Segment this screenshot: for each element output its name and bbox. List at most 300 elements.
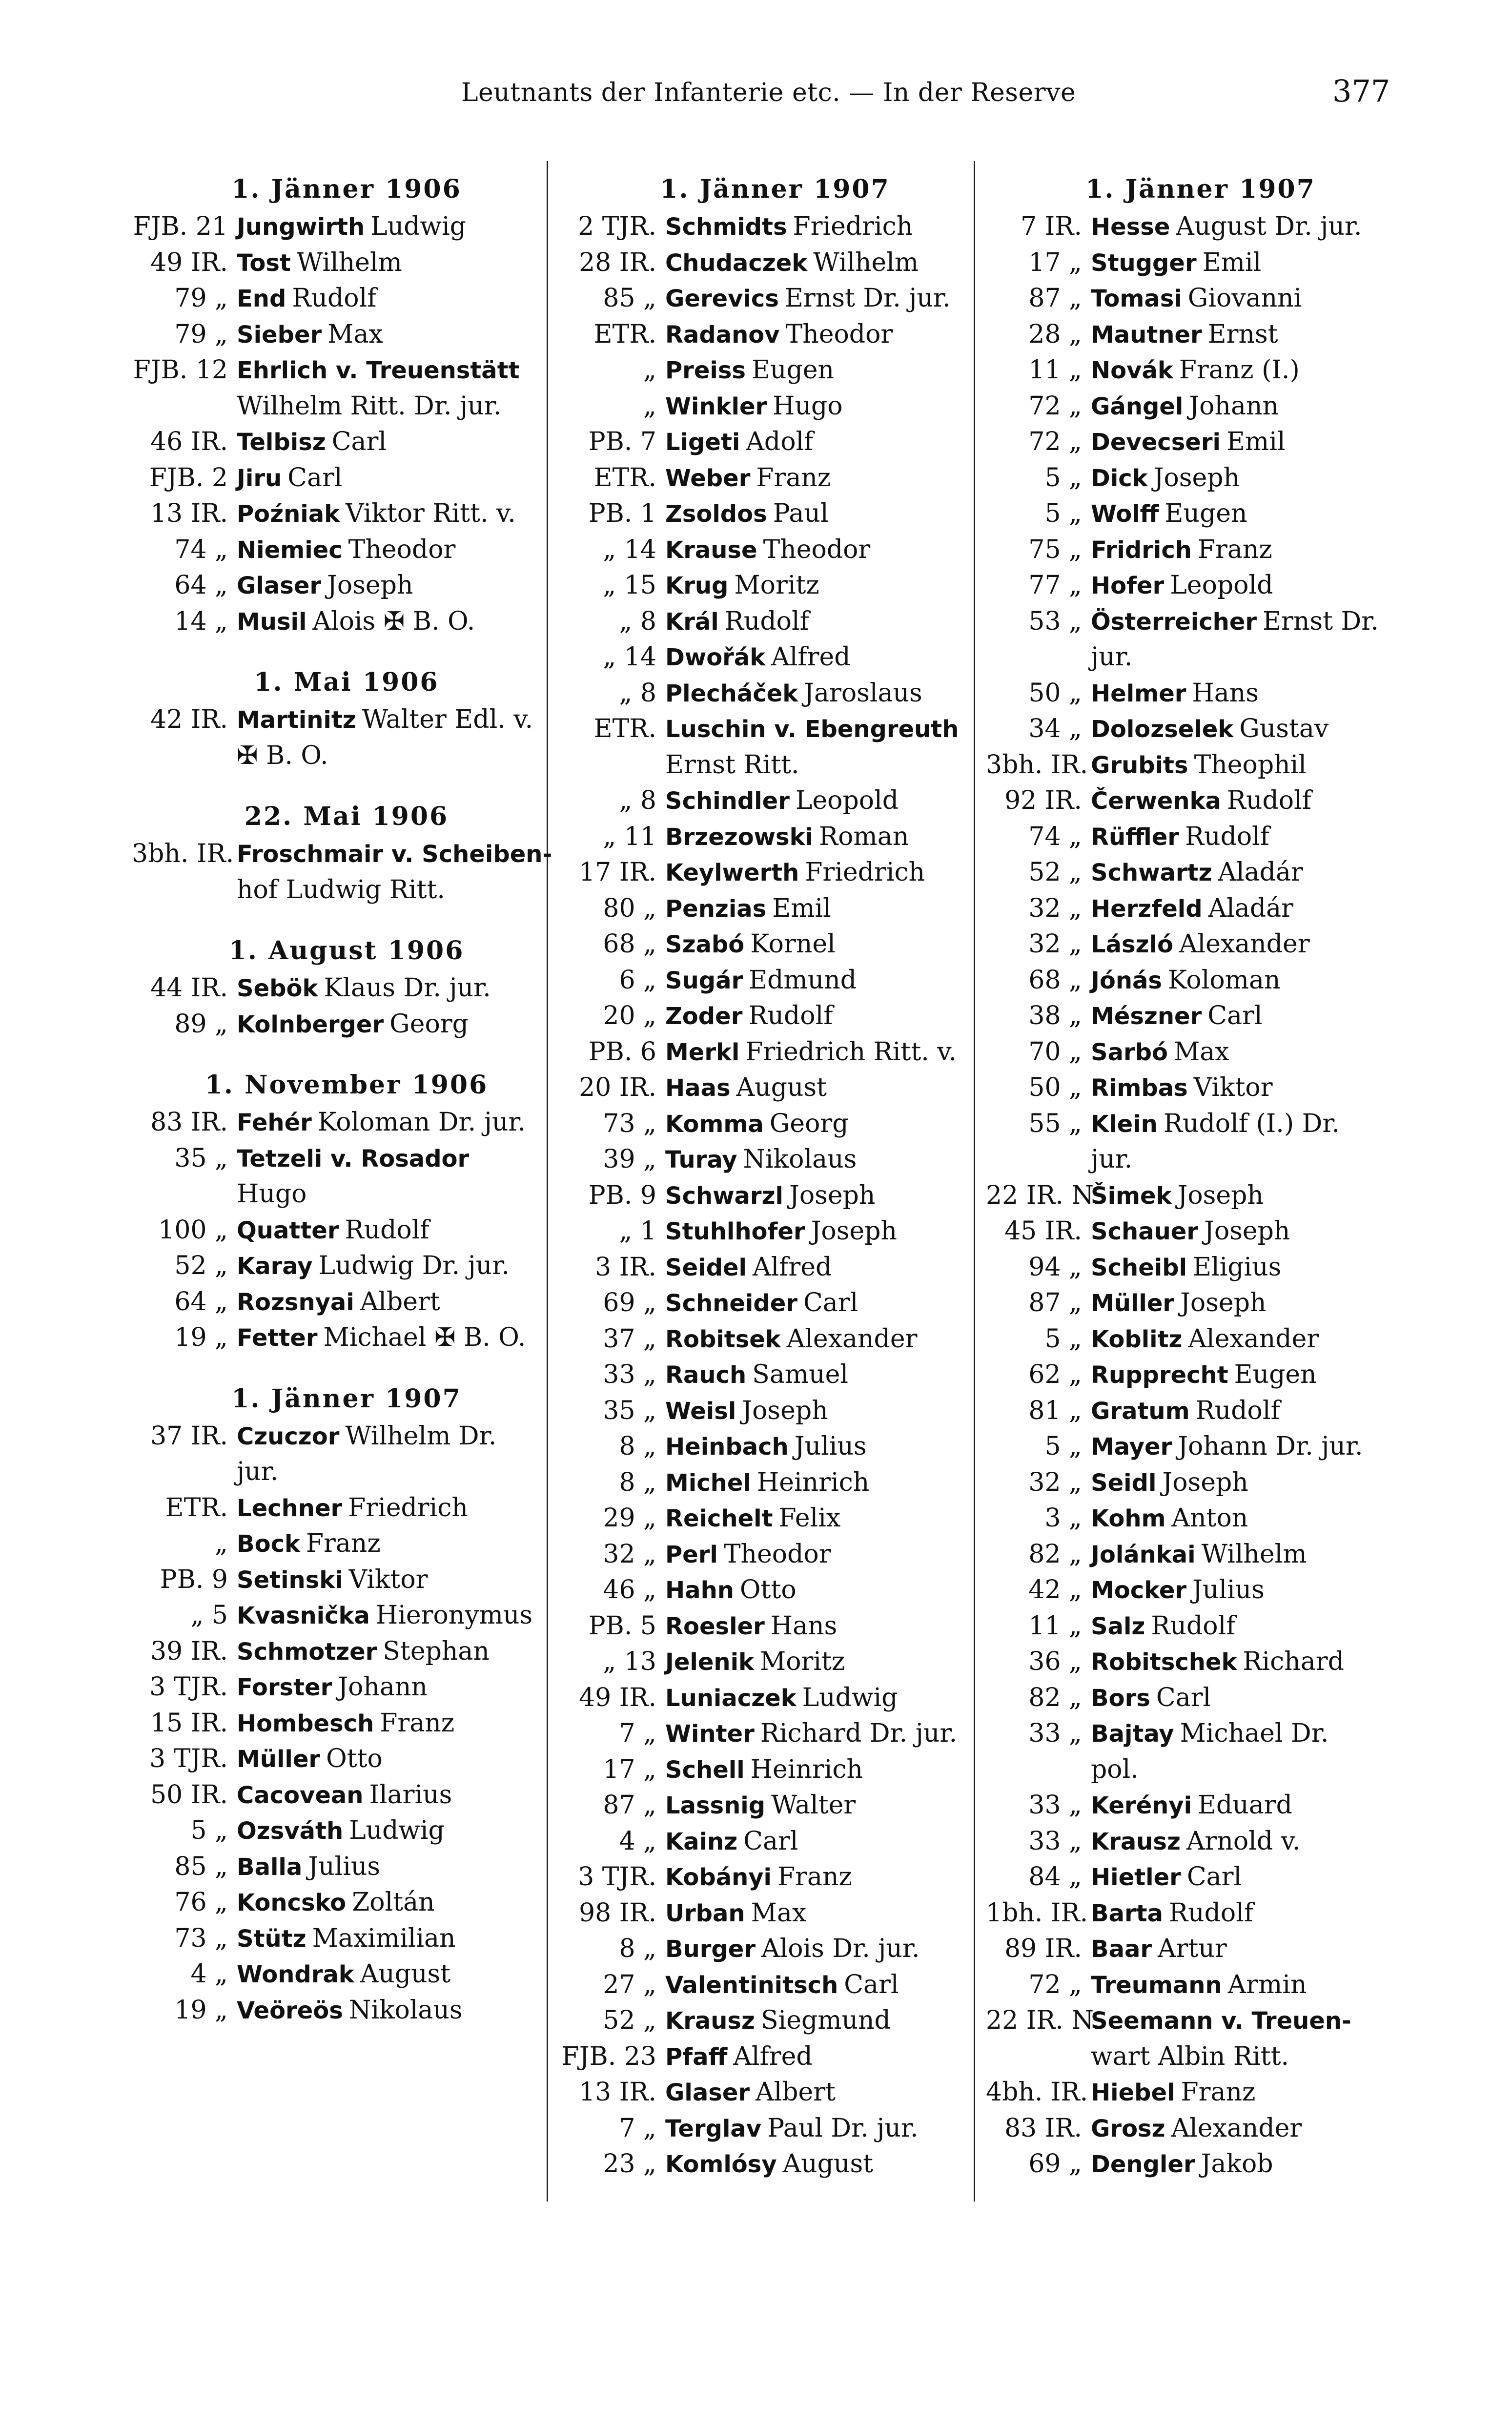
officer-entry (132, 1634, 561, 1670)
officer-given-names: Ludwig (349, 1816, 445, 1845)
unit-designation: 45 IR. (1004, 1216, 1082, 1246)
officer-given-names: Alexander (1188, 1324, 1319, 1354)
officer-given-names: Friedrich Ritt. v. (745, 1037, 957, 1067)
officer-given-names: Emil (1202, 247, 1262, 277)
officer-surname: Veöreös (237, 1997, 343, 2024)
officer-entry (986, 1788, 1415, 1824)
officer-given-names: Carl (1156, 1683, 1211, 1712)
officer-surname: Jungwirth (237, 213, 365, 241)
officer-given-names: Rudolf (I.) Dr. (1163, 1109, 1340, 1138)
officer-surname: Tomasi (1091, 285, 1182, 312)
officer-surname: Rozsnyai (237, 1288, 354, 1316)
unit-designation: „ (215, 1529, 228, 1558)
officer-entry (986, 568, 1415, 604)
officer-entry (132, 424, 561, 460)
officer-surname: Dolozselek (1091, 716, 1234, 743)
officer-given-names: Joseph (789, 1180, 876, 1210)
officer-given-names: Ernst Dr. jur. (784, 284, 951, 313)
officer-surname: Tetzeli v. Rosador (237, 1145, 470, 1173)
officer-given-names: Joseph (1180, 1288, 1267, 1318)
officer-entry (132, 1777, 561, 1813)
officer-surname: Sarbó (1091, 1038, 1168, 1066)
officer-entry (132, 496, 561, 532)
officer-given-names: Theodor (785, 319, 893, 349)
officer-given-names: Rudolf (748, 1001, 833, 1030)
officer-entry (560, 1537, 990, 1573)
officer-given-names: Leopold (795, 786, 899, 815)
officer-surname: Merkl (665, 1038, 740, 1066)
officer-surname: Stütz (237, 1925, 306, 1953)
unit-designation: 77 „ (1028, 571, 1082, 600)
officer-surname: Jolánkai (1091, 1541, 1196, 1568)
unit-designation: 73 „ (603, 1109, 656, 1138)
officer-given-names: Theodor (348, 535, 456, 564)
officer-surname: Rauch (665, 1361, 747, 1389)
officer-surname: Forster (237, 1674, 332, 1701)
officer-surname: Sugár (665, 967, 743, 994)
officer-given-names: Georg (389, 1009, 469, 1039)
officer-given-names: Friedrich (793, 212, 913, 241)
unit-designation: 19 „ (174, 1995, 228, 2025)
unit-designation: 72 „ (1028, 391, 1082, 421)
officer-surname: Valentinitsch (665, 1971, 838, 1999)
officer-surname: Grosz (1091, 2115, 1165, 2142)
unit-designation: 23 „ (603, 2149, 656, 2179)
unit-designation: 89 IR. (1004, 1934, 1082, 1963)
unit-designation: 13 IR. (150, 499, 228, 528)
officer-surname: Wondrak (237, 1961, 354, 1988)
officer-given-names: Eugen (1234, 1360, 1317, 1389)
unit-designation: 7 „ (619, 1719, 656, 1748)
officer-given-names: Joseph (1153, 463, 1240, 493)
officer-surname: Jónás (1091, 967, 1162, 994)
section-gap (132, 1042, 561, 1066)
unit-designation: 79 „ (174, 284, 228, 313)
unit-designation: 20 IR. (579, 1073, 656, 1102)
officer-given-names: Alexander (1179, 929, 1310, 959)
officer-entry (132, 460, 561, 496)
officer-given-names: Carl (1186, 1862, 1242, 1892)
officer-surname: Seemann v. Treuen- (1091, 2007, 1351, 2035)
unit-designation: 7 „ (619, 2113, 656, 2143)
unit-designation: 92 IR. (1004, 786, 1082, 815)
officer-given-names: Siegmund (760, 2006, 891, 2035)
unit-designation: „ (643, 355, 656, 385)
unit-designation: PB. 7 (588, 427, 656, 456)
officer-surname: Müller (1091, 1290, 1175, 1317)
officer-entry (560, 317, 990, 353)
officer-surname: Ehrlich v. Treuenstätt (237, 357, 520, 384)
entry-continuation: pol. (1091, 1754, 1139, 1784)
officer-surname: Roesler (665, 1612, 765, 1640)
unit-designation: 5 „ (1044, 463, 1082, 493)
officer-entry (986, 783, 1415, 819)
officer-entry (132, 836, 561, 872)
officer-given-names: Alfred (752, 1252, 832, 1282)
officer-surname: Jelenik (665, 1648, 754, 1676)
officer-given-names: Emil (772, 893, 831, 923)
unit-designation: 15 IR. (150, 1708, 228, 1738)
officer-given-names: Hugo (773, 391, 843, 421)
officer-given-names: Joseph (1177, 1180, 1264, 1210)
officer-surname: Musil (237, 608, 307, 636)
officer-entry (560, 2146, 990, 2183)
officer-given-names: Rudolf (1168, 1898, 1254, 1928)
officer-entry (560, 998, 990, 1034)
officer-given-names: Julius (794, 1432, 867, 1461)
officer-entry (560, 532, 990, 568)
officer-entry (986, 963, 1415, 999)
officer-surname: Gángel (1091, 392, 1184, 420)
officer-given-names: Rudolf (345, 1215, 429, 1245)
unit-designation: 37 „ (603, 1324, 656, 1354)
officer-surname: Rimbas (1091, 1074, 1188, 1102)
officer-entry (132, 532, 561, 568)
officer-given-names: Friedrich (348, 1493, 468, 1523)
officer-given-names: Nikolaus (743, 1145, 857, 1174)
officer-given-names: Max (751, 1898, 807, 1928)
officer-entry (986, 747, 1415, 783)
unit-designation: 42 IR. (150, 705, 228, 734)
officer-surname: Schneider (665, 1290, 797, 1317)
officer-surname: Plecháček (665, 679, 798, 707)
unit-designation: FJB. 23 (561, 2041, 656, 2071)
unit-designation: ETR. (165, 1493, 228, 1523)
officer-entry (986, 1680, 1415, 1716)
officer-surname: Radanov (665, 321, 780, 349)
unit-designation: 32 „ (1028, 929, 1082, 959)
officer-entry (560, 1393, 990, 1429)
officer-entry (560, 389, 990, 425)
officer-entry (560, 1895, 990, 1932)
officer-surname: Keylwerth (665, 859, 799, 886)
officer-entry (560, 1106, 990, 1142)
unit-designation: FJB. 2 (149, 463, 228, 493)
officer-surname: Herzfeld (1091, 895, 1203, 923)
officer-entry (132, 1706, 561, 1742)
officer-entry (560, 424, 990, 460)
unit-designation: 32 „ (1028, 1467, 1082, 1497)
officer-surname: Kvasnička (237, 1602, 370, 1629)
officer-entry (132, 1490, 561, 1526)
officer-entry (560, 1034, 990, 1071)
officer-given-names: Rudolf (1151, 1611, 1236, 1641)
officer-entry (986, 1178, 1415, 1214)
officer-entry (132, 1813, 561, 1849)
promotion-date-heading: 1. November 1906 (204, 1070, 489, 1100)
officer-surname: Mocker (1091, 1577, 1187, 1604)
officer-surname: Ozsváth (237, 1817, 344, 1845)
unit-designation: 69 „ (603, 1288, 656, 1318)
officer-surname: Klein (1091, 1110, 1158, 1138)
officer-entry (560, 1752, 990, 1788)
officer-given-names: Georg (769, 1109, 849, 1138)
officer-given-names: Ludwig Dr. jur. (318, 1251, 510, 1280)
officer-surname: Kainz (665, 1828, 738, 1855)
officer-surname: Luschin v. Ebengreuth (665, 716, 959, 743)
officer-surname: Zoder (665, 1003, 743, 1030)
unit-designation: 64 „ (174, 571, 228, 600)
officer-entry (560, 1859, 990, 1895)
officer-given-names: Heinrich (756, 1467, 870, 1497)
unit-designation: 76 „ (174, 1888, 228, 1917)
unit-designation: 89 „ (174, 1009, 228, 1039)
officer-entry (986, 1321, 1415, 1358)
unit-designation: 37 IR. (150, 1421, 228, 1451)
officer-entry (560, 1142, 990, 1178)
officer-entry (986, 1285, 1415, 1321)
officer-surname: Heinbach (665, 1433, 789, 1461)
unit-designation: 22 IR. N. (986, 2006, 1101, 2035)
unit-designation: 4bh. IR. (986, 2078, 1088, 2107)
officer-given-names: Ilarius (369, 1780, 452, 1810)
unit-designation: 13 IR. (579, 2078, 656, 2107)
promotion-date-heading: 1. Jänner 1906 (231, 174, 462, 204)
officer-entry (986, 496, 1415, 532)
officer-given-names: Carl (803, 1288, 858, 1318)
officer-surname: Penzias (665, 895, 767, 923)
officer-surname: Hofer (1091, 572, 1165, 599)
officer-given-names: Rudolf (1195, 1396, 1280, 1425)
officer-given-names: Albert (360, 1287, 440, 1317)
officer-surname: Krausz (665, 2007, 755, 2035)
officer-entry (986, 1465, 1415, 1501)
officer-entry (560, 2111, 990, 2147)
officer-surname: Dengler (1091, 2151, 1195, 2178)
officer-entry (986, 281, 1415, 317)
officer-given-names: Rudolf (724, 606, 809, 636)
officer-given-names: Eduard (1198, 1791, 1292, 1820)
unit-designation: 11 „ (1028, 355, 1082, 385)
unit-designation: 49 IR. (579, 1683, 656, 1712)
officer-given-names: Gustav (1239, 714, 1329, 743)
officer-given-names: Alfred (771, 642, 851, 672)
unit-designation: 7 IR. (1021, 212, 1082, 241)
officer-surname: Ligeti (665, 429, 740, 456)
officer-entry (560, 281, 990, 317)
officer-given-names: Klaus Dr. jur. (324, 973, 491, 1003)
unit-designation: 85 „ (174, 1852, 228, 1881)
officer-surname: Salz (1091, 1612, 1145, 1640)
officer-surname: Luniaczek (665, 1684, 797, 1712)
officer-surname: Brzezowski (665, 823, 813, 851)
officer-surname: End (237, 285, 286, 312)
unit-designation: 52 „ (603, 2006, 656, 2035)
officer-entry (132, 1526, 561, 1562)
officer-given-names: Viktor Ritt. v. (346, 499, 516, 528)
officer-surname: Gerevics (665, 285, 779, 312)
officer-surname: Krause (665, 536, 757, 564)
officer-entry (560, 1070, 990, 1106)
officer-surname: Barta (1091, 1899, 1163, 1927)
officer-given-names: August Dr. jur. (1176, 212, 1362, 241)
entry-continuation: wart Albin Ritt. (1091, 2041, 1289, 2071)
unit-designation: „ 5 (190, 1601, 228, 1630)
officer-given-names: Friedrich (805, 858, 925, 887)
officer-surname: Treumann (1091, 1971, 1222, 1999)
unit-designation: 50 „ (1028, 1073, 1082, 1102)
officer-entry (986, 1537, 1415, 1573)
entry-continuation: jur. (237, 1457, 279, 1486)
officer-surname: Schmotzer (237, 1638, 377, 1666)
unit-designation: 55 „ (1028, 1109, 1082, 1138)
officer-given-names: Aladár (1208, 893, 1293, 923)
unit-designation: 80 „ (603, 893, 656, 923)
section-gap (132, 908, 561, 931)
officer-given-names: Viktor (348, 1565, 428, 1594)
officer-entry (132, 1248, 561, 1284)
officer-surname: Turay (665, 1146, 737, 1174)
officer-surname: Rupprecht (1091, 1361, 1228, 1389)
unit-designation: ETR. (593, 463, 656, 493)
officer-given-names: Carl (844, 1970, 899, 1999)
unit-designation: 2 TJR. (578, 212, 656, 241)
officer-surname: Rüffler (1091, 823, 1179, 851)
unit-designation: 33 „ (1028, 1719, 1082, 1748)
officer-surname: Quatter (237, 1216, 339, 1244)
officer-entry (986, 2003, 1415, 2039)
unit-designation: 1bh. IR. (986, 1898, 1088, 1928)
officer-entry (132, 281, 561, 317)
officer-entry (132, 1993, 561, 2029)
officer-given-names: Jakob (1201, 2149, 1273, 2179)
unit-designation: 72 „ (1028, 427, 1082, 456)
officer-surname: Lassnig (665, 1792, 766, 1819)
officer-surname: Hiebel (1091, 2079, 1175, 2106)
officer-surname: Tost (237, 249, 291, 277)
unit-designation: 4 „ (190, 1959, 228, 1989)
officer-entry (986, 1824, 1415, 1860)
officer-surname: Mészner (1091, 1003, 1202, 1030)
unit-designation: 50 IR. (150, 1780, 228, 1810)
officer-entry (986, 676, 1415, 712)
unit-designation: 52 „ (174, 1251, 228, 1280)
officer-given-names: Ludwig (370, 212, 466, 241)
officer-surname: Szabó (665, 931, 745, 958)
officer-entry (132, 1598, 561, 1634)
unit-designation: 14 „ (174, 606, 228, 636)
officer-given-names: Eugen (1165, 499, 1247, 528)
officer-entry (132, 317, 561, 353)
unit-designation: 28 IR. (579, 247, 656, 277)
officer-given-names: Carl (331, 427, 387, 456)
unit-designation: 28 „ (1028, 319, 1082, 349)
officer-given-names: Anton (1171, 1503, 1248, 1533)
officer-given-names: Viktor (1193, 1073, 1273, 1102)
officer-given-names: Samuel (752, 1360, 848, 1389)
unit-designation: 33 „ (603, 1360, 656, 1389)
unit-designation: „ 14 (603, 642, 656, 672)
officer-entry (132, 1669, 561, 1706)
unit-designation: FJB. 21 (133, 212, 228, 241)
unit-designation: 82 „ (1028, 1683, 1082, 1712)
officer-entry (986, 711, 1415, 747)
unit-designation: „ 11 (603, 822, 656, 851)
officer-given-names: Michael ✠ B. O. (323, 1323, 526, 1352)
officer-surname: Stugger (1091, 249, 1197, 277)
promotion-date-heading: 1. Jänner 1907 (1085, 174, 1316, 204)
officer-given-names: Heinrich (750, 1754, 863, 1784)
officer-surname: Winkler (665, 392, 767, 420)
officer-given-names: Joseph (1204, 1216, 1290, 1246)
unit-designation: 8 „ (619, 1467, 656, 1497)
column-2 (560, 170, 990, 2183)
unit-designation: „ 1 (619, 1216, 656, 1246)
officer-entry (986, 389, 1415, 425)
officer-entry (986, 927, 1415, 963)
officer-surname: Krausz (1091, 1828, 1181, 1855)
officer-given-names: Aladár (1218, 858, 1303, 887)
officer-surname: Fetter (237, 1324, 318, 1352)
unit-designation: 22 IR. N. (986, 1180, 1101, 1210)
officer-given-names: Richard Dr. jur. (760, 1719, 958, 1748)
unit-designation: 62 „ (1028, 1360, 1082, 1389)
officer-given-names: Felix (778, 1503, 841, 1533)
officer-surname: Perl (665, 1541, 718, 1568)
officer-surname: Hesse (1091, 213, 1170, 241)
officer-entry (132, 1007, 561, 1043)
unit-designation: 3 TJR. (149, 1744, 228, 1773)
officer-entry (986, 317, 1415, 353)
officer-given-names: Walter (771, 1791, 856, 1820)
unit-designation: 35 „ (603, 1396, 656, 1425)
officer-entry (986, 2146, 1415, 2183)
unit-designation: 52 „ (1028, 858, 1082, 887)
officer-given-names: Alois ✠ B. O. (312, 606, 475, 636)
officer-surname: Gratum (1091, 1397, 1190, 1425)
unit-designation: 75 „ (1028, 535, 1082, 564)
officer-entry (560, 352, 990, 389)
entry-continuation: Hugo (237, 1179, 307, 1209)
officer-entry (986, 604, 1415, 640)
officer-entry (132, 1419, 561, 1455)
unit-designation: 42 „ (1028, 1575, 1082, 1605)
officer-given-names: Otto (739, 1575, 797, 1605)
unit-designation: 5 „ (1044, 1324, 1082, 1354)
unit-designation: 79 „ (174, 319, 228, 349)
unit-designation: 72 „ (1028, 1970, 1082, 1999)
officer-surname: Sebök (237, 975, 318, 1002)
officer-surname: Weisl (665, 1397, 736, 1425)
officer-entry (560, 496, 990, 532)
officer-entry (986, 352, 1415, 389)
officer-given-names: Hans (770, 1611, 838, 1641)
officer-entry (560, 1465, 990, 1501)
unit-designation: 44 IR. (150, 973, 228, 1003)
officer-surname: Kerényi (1091, 1792, 1192, 1819)
officer-surname: Fehér (237, 1109, 312, 1136)
officer-given-names: Johann (338, 1672, 428, 1702)
officer-entry (560, 1357, 990, 1393)
officer-entry (986, 998, 1415, 1034)
officer-entry (132, 1956, 561, 1993)
officer-surname: Helmer (1091, 679, 1186, 707)
unit-designation: „ 15 (603, 571, 656, 600)
unit-designation: 69 „ (1028, 2149, 1082, 2179)
unit-designation: 20 „ (603, 1001, 656, 1030)
officer-surname: Koblitz (1091, 1325, 1183, 1353)
officer-given-names: Joseph (742, 1396, 828, 1425)
unit-designation: 32 „ (1028, 893, 1082, 923)
officer-entry (560, 1788, 990, 1824)
unit-designation: 68 „ (1028, 965, 1082, 995)
unit-designation: 98 IR. (579, 1898, 656, 1928)
officer-given-names: Theodor (723, 1539, 831, 1569)
unit-designation: 4 „ (619, 1826, 656, 1856)
entry-continuation: jur. (1091, 642, 1133, 672)
officer-surname: Niemiec (237, 536, 343, 564)
officer-surname: Glaser (665, 2079, 750, 2106)
